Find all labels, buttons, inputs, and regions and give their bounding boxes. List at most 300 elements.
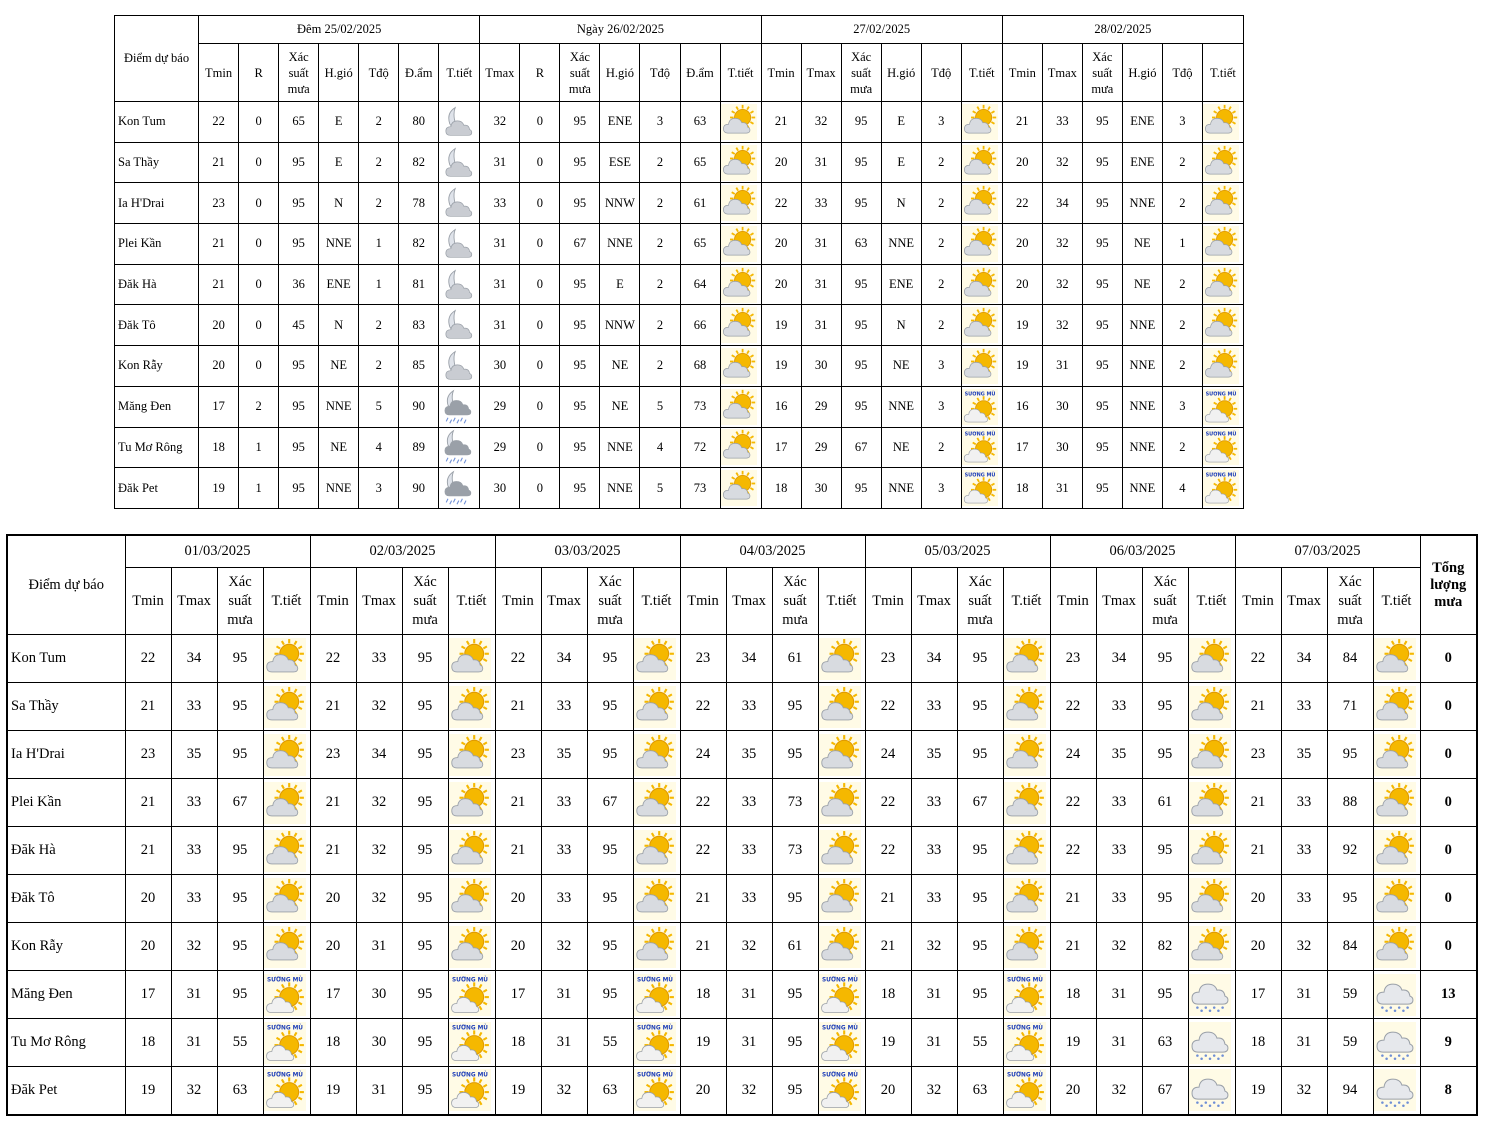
data-cell: 31 (541, 1019, 587, 1067)
date-header: 04/03/2025 (680, 535, 865, 568)
data-cell: 33 (171, 875, 217, 923)
data-cell: 22 (125, 635, 171, 683)
data-cell: 31 (480, 224, 520, 265)
rain-cloud-icon (1374, 974, 1420, 1016)
data-cell: 1 (239, 468, 279, 509)
date-header: 01/03/2025 (125, 535, 310, 568)
data-cell: 95 (772, 875, 818, 923)
weather-cell (818, 971, 865, 1019)
data-cell: 30 (1042, 427, 1082, 468)
weather-cell (263, 731, 310, 779)
table-row (7, 1019, 1477, 1067)
data-cell: 95 (841, 264, 881, 305)
data-cell: 19 (1235, 1067, 1281, 1115)
weather-cell (439, 183, 480, 224)
fog-sun-icon (634, 1022, 680, 1064)
data-cell: 95 (560, 102, 600, 143)
data-cell: N (319, 305, 359, 346)
data-cell: 20 (495, 923, 541, 971)
svg-text:SƯƠNG MÙ: SƯƠNG MÙ (451, 1024, 488, 1031)
data-cell: 33 (356, 635, 402, 683)
data-cell: 83 (399, 305, 439, 346)
data-cell: 32 (1096, 923, 1142, 971)
weather-cell (961, 224, 1002, 265)
weather-cell (1188, 923, 1235, 971)
data-cell: 20 (761, 264, 801, 305)
data-cell: 84 (1327, 635, 1373, 683)
fog-sun-icon (1004, 974, 1050, 1016)
sun-cloud-icon (962, 104, 1002, 140)
column-header: Tmax (541, 568, 587, 635)
data-cell: 17 (761, 427, 801, 468)
column-header: Xác suất mưa (1327, 568, 1373, 635)
data-cell: 95 (402, 923, 448, 971)
data-cell: 95 (1082, 142, 1122, 183)
sun-cloud-icon (962, 145, 1002, 181)
sun-cloud-icon (264, 830, 310, 872)
data-cell: 20 (1235, 875, 1281, 923)
data-cell: 18 (495, 1019, 541, 1067)
column-header: Tmax (356, 568, 402, 635)
column-header: Xác suất mưa (279, 44, 319, 102)
data-cell: 95 (402, 1067, 448, 1115)
sun-cloud-icon (264, 734, 310, 776)
data-cell: 2 (640, 305, 680, 346)
weather-cell (961, 142, 1002, 183)
column-header: R (239, 44, 279, 102)
rain-cloud-icon (1189, 1022, 1235, 1064)
night-rain-icon (439, 470, 479, 506)
sun-cloud-icon (819, 686, 865, 728)
data-cell: 84 (1327, 923, 1373, 971)
data-cell: 34 (1042, 183, 1082, 224)
data-cell: 17 (1235, 971, 1281, 1019)
data-cell: 95 (1142, 875, 1188, 923)
data-cell: NNW (600, 305, 640, 346)
data-cell: 33 (726, 683, 772, 731)
data-cell: 3 (359, 468, 399, 509)
data-cell: 30 (480, 346, 520, 387)
data-cell: 34 (171, 635, 217, 683)
data-cell: 33 (911, 779, 957, 827)
weather-cell (818, 635, 865, 683)
sun-cloud-icon (1004, 734, 1050, 776)
weather-cell (1373, 971, 1420, 1019)
data-cell: 30 (480, 468, 520, 509)
data-cell: NE (881, 346, 921, 387)
data-cell: NNE (881, 224, 921, 265)
weather-cell (448, 1019, 495, 1067)
table-row (115, 183, 1244, 224)
data-cell: 95 (1082, 305, 1122, 346)
sun-cloud-icon (962, 226, 1002, 262)
data-cell: 0 (239, 305, 279, 346)
data-cell: 2 (1162, 427, 1202, 468)
svg-text:SƯƠNG MÙ: SƯƠNG MÙ (1205, 472, 1237, 479)
total-rain-value: 8 (1420, 1067, 1477, 1115)
data-cell: 32 (1042, 264, 1082, 305)
column-header: Tđộ (921, 44, 961, 102)
data-cell: 23 (1050, 635, 1096, 683)
weather-cell (961, 305, 1002, 346)
weather-cell (448, 875, 495, 923)
sun-cloud-icon (1004, 926, 1050, 968)
data-cell: 67 (560, 224, 600, 265)
svg-text:SƯƠNG MÙ: SƯƠNG MÙ (1205, 431, 1237, 438)
data-cell: 95 (560, 305, 600, 346)
column-header: Tmax (726, 568, 772, 635)
data-cell: 61 (680, 183, 720, 224)
data-cell: 22 (1050, 827, 1096, 875)
data-cell: 33 (1096, 875, 1142, 923)
data-cell: 35 (911, 731, 957, 779)
data-cell: 95 (1082, 102, 1122, 143)
data-cell: 71 (1327, 683, 1373, 731)
fog-sun-icon (819, 1022, 865, 1064)
data-cell: NE (319, 427, 359, 468)
date-header: 05/03/2025 (865, 535, 1050, 568)
weather-cell (1003, 1019, 1050, 1067)
weather-cell (1373, 827, 1420, 875)
data-cell: 32 (801, 102, 841, 143)
data-cell: 2 (359, 142, 399, 183)
data-cell: 19 (495, 1067, 541, 1115)
svg-text:SƯƠNG MÙ: SƯƠNG MÙ (1006, 976, 1043, 983)
column-header: Tmin (199, 44, 239, 102)
weather-cell (448, 635, 495, 683)
data-cell: 2 (921, 305, 961, 346)
data-cell: NNE (881, 468, 921, 509)
fog-sun-icon (819, 974, 865, 1016)
data-cell: 3 (921, 102, 961, 143)
data-cell: NNE (319, 224, 359, 265)
total-rain-value: 0 (1420, 827, 1477, 875)
weather-cell (720, 427, 761, 468)
fog-sun-icon (449, 1069, 495, 1111)
weather-cell (633, 923, 680, 971)
column-header: Tmax (801, 44, 841, 102)
weather-cell (448, 971, 495, 1019)
weather-cell (448, 1067, 495, 1115)
data-cell: 2 (921, 224, 961, 265)
night-cloud-icon (439, 348, 479, 384)
column-header: Xác suất mưa (841, 44, 881, 102)
data-cell: 33 (1281, 875, 1327, 923)
location-header: Điểm dự báo (115, 16, 199, 102)
weather-cell (961, 264, 1002, 305)
data-cell: 32 (356, 779, 402, 827)
data-cell: 32 (1096, 1067, 1142, 1115)
sun-cloud-icon (1374, 638, 1420, 680)
data-cell: 0 (520, 386, 560, 427)
data-cell: 30 (801, 468, 841, 509)
data-cell: 22 (761, 183, 801, 224)
table-row (115, 468, 1244, 509)
data-cell: 92 (1327, 827, 1373, 875)
data-cell: 21 (310, 779, 356, 827)
weather-cell (633, 635, 680, 683)
data-cell: 0 (239, 224, 279, 265)
data-cell: 31 (726, 971, 772, 1019)
data-cell: 4 (1162, 468, 1202, 509)
weather-cell (961, 346, 1002, 387)
data-cell: 95 (841, 142, 881, 183)
data-cell: NNE (600, 468, 640, 509)
weather-cell (1202, 102, 1243, 143)
data-cell: 95 (560, 142, 600, 183)
sun-cloud-icon (449, 782, 495, 824)
data-cell: 4 (640, 427, 680, 468)
data-cell: 18 (125, 1019, 171, 1067)
data-cell: 23 (495, 731, 541, 779)
weather-cell (1003, 827, 1050, 875)
data-cell: 95 (1142, 971, 1188, 1019)
data-cell: 95 (279, 427, 319, 468)
data-cell: 31 (911, 1019, 957, 1067)
data-cell: 65 (279, 102, 319, 143)
sun-cloud-icon (449, 878, 495, 920)
weather-cell (720, 142, 761, 183)
data-cell: NNE (319, 386, 359, 427)
data-cell: 2 (640, 264, 680, 305)
fog-sun-icon (264, 1022, 310, 1064)
column-header: Xác suất mưa (402, 568, 448, 635)
data-cell: NNE (1122, 386, 1162, 427)
data-cell: 21 (125, 683, 171, 731)
night-rain-icon (439, 429, 479, 465)
data-cell: 34 (1096, 635, 1142, 683)
data-cell: 1 (359, 224, 399, 265)
data-cell: 95 (772, 731, 818, 779)
sun-cloud-icon (634, 830, 680, 872)
weather-cell (263, 827, 310, 875)
weather-cell (439, 346, 480, 387)
data-cell: 95 (841, 102, 881, 143)
data-cell: 31 (801, 264, 841, 305)
data-cell: E (600, 264, 640, 305)
data-cell: 31 (171, 1019, 217, 1067)
data-cell: ENE (1122, 102, 1162, 143)
date-header: 03/03/2025 (495, 535, 680, 568)
data-cell: 20 (199, 305, 239, 346)
data-cell: 95 (957, 875, 1003, 923)
data-cell: 17 (495, 971, 541, 1019)
data-cell: 22 (865, 827, 911, 875)
column-header: Tmin (1235, 568, 1281, 635)
data-cell: 33 (911, 827, 957, 875)
data-cell: 2 (921, 183, 961, 224)
data-cell: 0 (520, 468, 560, 509)
weather-cell (1202, 183, 1243, 224)
data-cell: 22 (495, 635, 541, 683)
data-cell: 31 (1042, 346, 1082, 387)
data-cell: 45 (279, 305, 319, 346)
data-cell: 31 (480, 264, 520, 305)
table-row (7, 827, 1477, 875)
location-name: Kon Tum (115, 102, 199, 143)
data-cell: 33 (1281, 827, 1327, 875)
total-rain-value: 0 (1420, 875, 1477, 923)
data-cell: 29 (801, 386, 841, 427)
data-cell: 21 (680, 923, 726, 971)
data-cell: 16 (761, 386, 801, 427)
sun-cloud-icon (1189, 830, 1235, 872)
total-rain-value: 9 (1420, 1019, 1477, 1067)
sun-cloud-icon (264, 878, 310, 920)
table-row (115, 224, 1244, 265)
data-cell: 19 (1050, 1019, 1096, 1067)
data-cell: 24 (1050, 731, 1096, 779)
night-cloud-icon (439, 145, 479, 181)
data-cell: 21 (310, 683, 356, 731)
data-cell: 64 (680, 264, 720, 305)
column-header: Tmin (680, 568, 726, 635)
data-cell: 95 (957, 971, 1003, 1019)
weather-cell (633, 683, 680, 731)
data-cell: 20 (1002, 142, 1042, 183)
sun-cloud-icon (1203, 348, 1243, 384)
data-cell: 3 (921, 346, 961, 387)
data-cell: 33 (1042, 102, 1082, 143)
data-cell: 23 (1235, 731, 1281, 779)
data-cell: 65 (680, 142, 720, 183)
weather-cell (1188, 827, 1235, 875)
data-cell: 68 (680, 346, 720, 387)
data-cell: 29 (480, 386, 520, 427)
data-cell: 21 (1050, 875, 1096, 923)
table-row (7, 635, 1477, 683)
weather-cell (1188, 731, 1235, 779)
data-cell: 5 (640, 386, 680, 427)
sun-cloud-icon (819, 638, 865, 680)
data-cell: 2 (640, 142, 680, 183)
column-header: H.gió (1122, 44, 1162, 102)
data-cell: 30 (801, 346, 841, 387)
data-cell: 19 (680, 1019, 726, 1067)
rain-cloud-icon (1374, 1022, 1420, 1064)
data-cell: NNE (1122, 468, 1162, 509)
data-cell: 32 (1042, 305, 1082, 346)
data-cell: 20 (1235, 923, 1281, 971)
data-cell: 95 (1082, 346, 1122, 387)
data-cell: 95 (279, 142, 319, 183)
data-cell: ESE (600, 142, 640, 183)
fog-sun-icon (449, 974, 495, 1016)
weather-cell (1003, 635, 1050, 683)
data-cell: 88 (1327, 779, 1373, 827)
location-name: Plei Kần (7, 779, 125, 827)
weather-cell (1373, 779, 1420, 827)
weather-cell (818, 1067, 865, 1115)
data-cell: 59 (1327, 1019, 1373, 1067)
column-header: Tmax (1096, 568, 1142, 635)
weather-cell (720, 346, 761, 387)
column-header: T.tiết (439, 44, 480, 102)
sun-cloud-icon (449, 686, 495, 728)
weather-cell (818, 923, 865, 971)
data-cell: 19 (125, 1067, 171, 1115)
data-cell: 67 (841, 427, 881, 468)
data-cell: 31 (480, 305, 520, 346)
sun-cloud-icon (634, 878, 680, 920)
data-cell: 21 (865, 923, 911, 971)
data-cell: 32 (726, 923, 772, 971)
weather-cell (1202, 346, 1243, 387)
data-cell: 95 (217, 875, 263, 923)
data-cell: 90 (399, 386, 439, 427)
data-cell: 22 (1235, 635, 1281, 683)
column-header: Xác suất mưa (560, 44, 600, 102)
sun-cloud-icon (1203, 145, 1243, 181)
column-header: R (520, 44, 560, 102)
data-cell: 32 (356, 827, 402, 875)
data-cell: 95 (560, 468, 600, 509)
weather-cell (1188, 779, 1235, 827)
data-cell: 17 (125, 971, 171, 1019)
period-header: 28/02/2025 (1002, 16, 1243, 44)
data-cell: 31 (356, 1067, 402, 1115)
weather-cell (439, 264, 480, 305)
weather-cell (1188, 1067, 1235, 1115)
data-cell: 31 (1096, 971, 1142, 1019)
svg-text:SƯƠNG MÙ: SƯƠNG MÙ (821, 976, 858, 983)
column-header: Xác suất mưa (772, 568, 818, 635)
data-cell: 31 (801, 305, 841, 346)
data-cell: E (319, 142, 359, 183)
data-cell: 22 (310, 635, 356, 683)
data-cell: 2 (921, 264, 961, 305)
night-cloud-icon (439, 307, 479, 343)
sun-cloud-icon (1189, 878, 1235, 920)
data-cell: 95 (587, 683, 633, 731)
data-cell: 95 (279, 346, 319, 387)
weather-cell (1003, 779, 1050, 827)
data-cell: 0 (520, 305, 560, 346)
column-header: T.tiết (1188, 568, 1235, 635)
sun-cloud-icon (721, 267, 761, 303)
data-cell: 95 (1142, 731, 1188, 779)
weather-cell (633, 1019, 680, 1067)
sun-cloud-icon (449, 830, 495, 872)
data-cell: 0 (520, 183, 560, 224)
data-cell: 72 (680, 427, 720, 468)
data-cell: 95 (1082, 468, 1122, 509)
weather-cell (1003, 971, 1050, 1019)
sun-cloud-icon (721, 348, 761, 384)
column-header: Tmin (125, 568, 171, 635)
data-cell: 31 (801, 224, 841, 265)
data-cell: 21 (495, 827, 541, 875)
night-cloud-icon (439, 104, 479, 140)
data-cell: 18 (310, 1019, 356, 1067)
data-cell: 21 (1235, 683, 1281, 731)
weather-cell (1188, 971, 1235, 1019)
sun-cloud-icon (634, 734, 680, 776)
svg-text:SƯƠNG MÙ: SƯƠNG MÙ (1006, 1024, 1043, 1031)
data-cell: ENE (881, 264, 921, 305)
data-cell: 95 (560, 427, 600, 468)
weather-cell (439, 142, 480, 183)
weather-cell (1373, 1067, 1420, 1115)
data-cell: 2 (359, 183, 399, 224)
fog-sun-icon (634, 974, 680, 1016)
data-cell: 95 (217, 923, 263, 971)
location-name: Đăk Tô (7, 875, 125, 923)
data-cell: 2 (1162, 305, 1202, 346)
weather-cell (1202, 142, 1243, 183)
data-cell: 2 (239, 386, 279, 427)
data-cell: 33 (911, 683, 957, 731)
